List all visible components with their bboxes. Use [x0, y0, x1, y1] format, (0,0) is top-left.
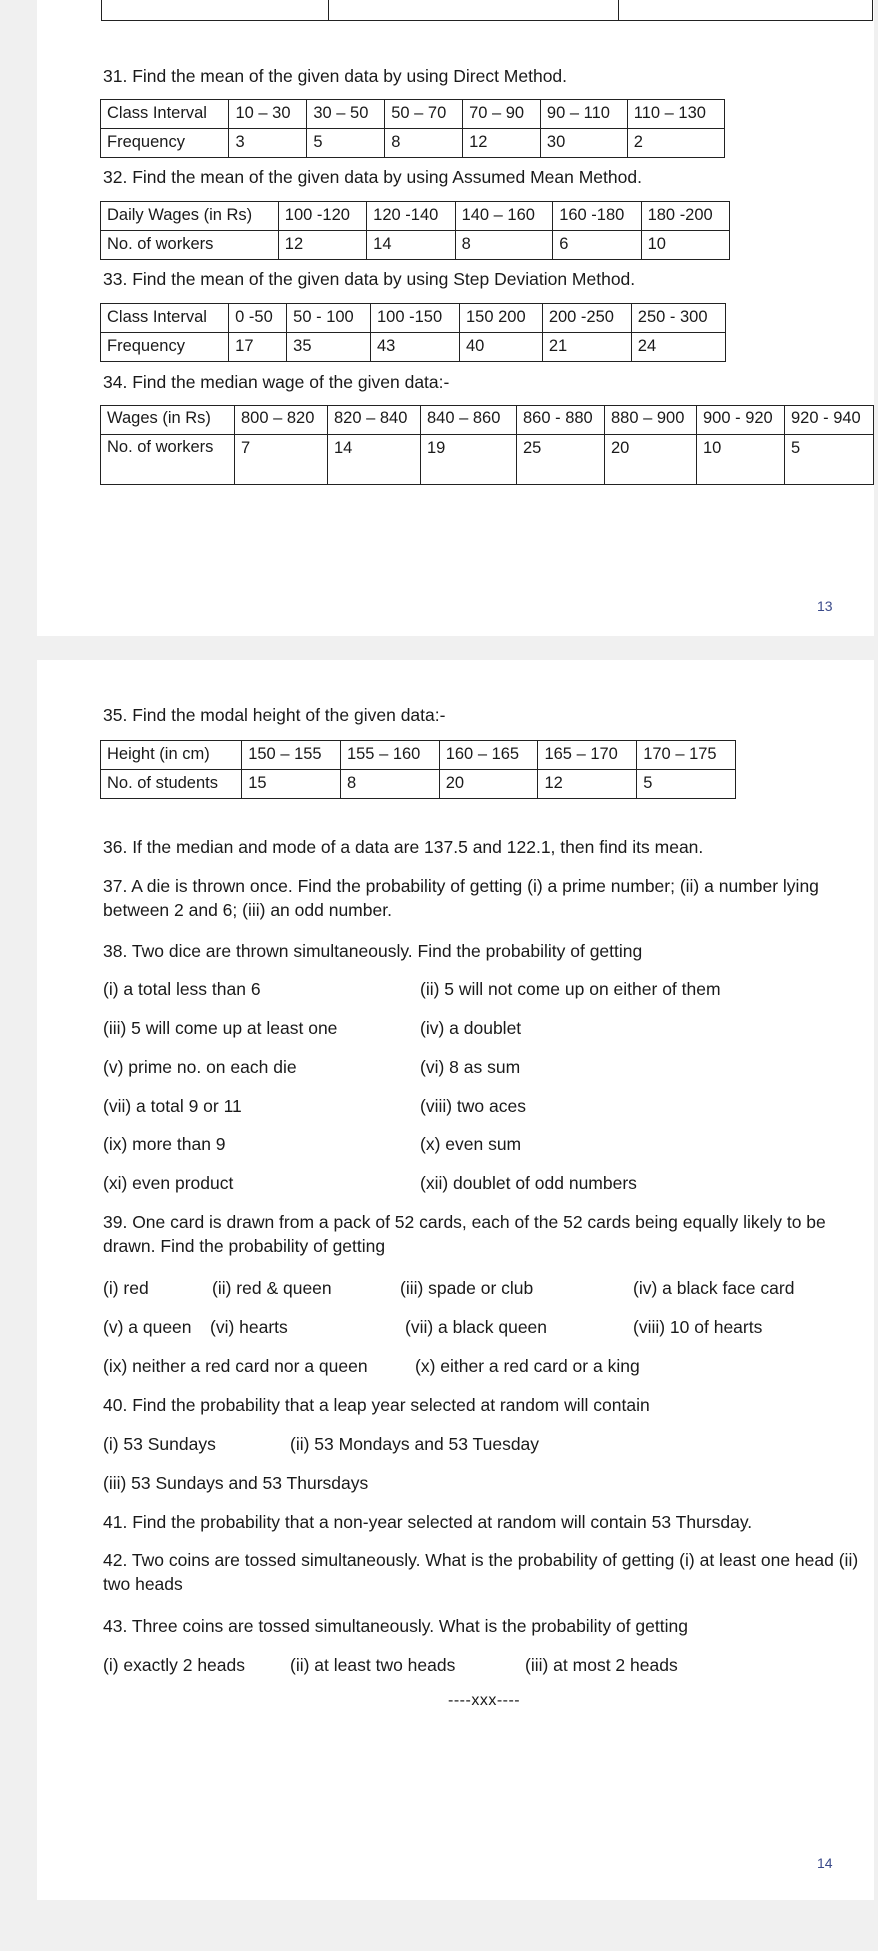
table-cell: 120 -140: [367, 202, 455, 231]
table-cell: Daily Wages (in Rs): [101, 202, 279, 231]
table-cell: 150 – 155: [242, 741, 341, 770]
table-cell: 5: [637, 770, 736, 799]
question-40: 40. Find the probability that a leap year selected at random will contain: [103, 1395, 650, 1415]
table-cell: 165 – 170: [538, 741, 637, 770]
table-cell: No. of students: [101, 770, 242, 799]
table-cell: 250 - 300: [631, 304, 725, 333]
q35-table: [100, 740, 736, 799]
q38-option: (vii) a total 9 or 11: [103, 1096, 242, 1116]
question-34: 34. Find the median wage of the given data:-: [103, 372, 450, 392]
q43-option: (iii) at most 2 heads: [525, 1655, 678, 1675]
q31-table: [100, 99, 725, 158]
q38-option: (ii) 5 will not come up on either of them: [420, 979, 721, 999]
table-cell: 155 – 160: [340, 741, 439, 770]
table-cell: Height (in cm): [101, 741, 242, 770]
q32-table: [100, 201, 730, 260]
table-cell: 8: [385, 129, 463, 158]
table-cell: 50 – 70: [385, 100, 463, 129]
question-35: 35. Find the modal height of the given data:-: [103, 705, 446, 725]
table-cell: 40: [459, 333, 542, 362]
table-cell: 10: [641, 231, 729, 260]
q40-option: (i) 53 Sundays: [103, 1434, 216, 1454]
table-cell: 200 -250: [542, 304, 631, 333]
q38-option: (ix) more than 9: [103, 1134, 226, 1154]
table-cell: 12: [538, 770, 637, 799]
table-cell: 5: [785, 435, 874, 485]
table-cell: 43: [371, 333, 460, 362]
q39-option: (vii) a black queen: [405, 1317, 548, 1337]
table-row: [101, 333, 726, 362]
table-cell: 8: [340, 770, 439, 799]
table-cell: 100 -120: [278, 202, 366, 231]
table-row: [101, 406, 874, 435]
question-36: 36. If the median and mode of a data are 137.5 and 122.1, then find its mean.: [103, 837, 704, 857]
q38-option: (vi) 8 as sum: [420, 1057, 521, 1077]
q39-option: (iv) a black face card: [633, 1278, 795, 1298]
q43-option: (ii) at least two heads: [290, 1655, 456, 1675]
q39-option: (ii) red & queen: [212, 1278, 332, 1298]
q38-option: (xii) doublet of odd numbers: [420, 1173, 637, 1193]
table-row: [101, 231, 730, 260]
q40-option: (ii) 53 Mondays and 53 Tuesday: [290, 1434, 540, 1454]
question-42: 42. Two coins are tossed simultaneously. What is the probability of getting (i) at least one head (ii) two heads: [103, 1550, 859, 1594]
table-cell: 160 – 165: [439, 741, 538, 770]
table-cell: Frequency: [101, 129, 229, 158]
table-cell: 15: [242, 770, 341, 799]
table-cell: 50 - 100: [287, 304, 371, 333]
q38-option: (iv) a doublet: [420, 1018, 522, 1038]
q39-option: (ix) neither a red card nor a queen: [103, 1356, 368, 1376]
table-cell: 14: [328, 435, 421, 485]
q34-table: [100, 405, 874, 485]
table-row: [101, 770, 736, 799]
q39-option: (viii) 10 of hearts: [633, 1317, 763, 1337]
q39-option: (vi) hearts: [210, 1317, 288, 1337]
table-cell: 35: [287, 333, 371, 362]
q38-option: (x) even sum: [420, 1134, 522, 1154]
question-39: 39. One card is drawn from a pack of 52 cards, each of the 52 cards being equally likely to be drawn. Find the probability of getting: [103, 1212, 826, 1256]
q39-option: (v) a queen: [103, 1317, 192, 1337]
q39-option: (iii) spade or club: [400, 1278, 534, 1298]
question-32: 32. Find the mean of the given data by using Assumed Mean Method.: [103, 167, 642, 187]
table-cell: 10: [697, 435, 785, 485]
table-cell: 110 – 130: [627, 100, 724, 129]
table-cell: 920 - 940: [785, 406, 874, 435]
table-cell: 5: [307, 129, 385, 158]
question-31: 31. Find the mean of the given data by using Direct Method.: [103, 66, 568, 86]
table-row: [101, 129, 725, 158]
table-cell: Wages (in Rs): [101, 406, 235, 435]
table-row: [101, 202, 730, 231]
table-cell: 70 – 90: [463, 100, 541, 129]
table-cell: Class Interval: [101, 304, 229, 333]
table-cell: 6: [553, 231, 641, 260]
q40-option: (iii) 53 Sundays and 53 Thursdays: [103, 1473, 369, 1493]
previous-table-remnant: [101, 0, 873, 21]
q38-option: (xi) even product: [103, 1173, 234, 1193]
q38-option: (v) prime no. on each die: [103, 1057, 297, 1077]
table-cell: 160 -180: [553, 202, 641, 231]
table-cell: 21: [542, 333, 631, 362]
table-cell: Frequency: [101, 333, 229, 362]
question-38: 38. Two dice are thrown simultaneously. Find the probability of getting: [103, 941, 643, 961]
table-cell: 12: [278, 231, 366, 260]
table-cell: 150 200: [459, 304, 542, 333]
table-row: [101, 435, 874, 485]
table-cell: No. of workers: [101, 231, 279, 260]
page-number: 13: [817, 598, 833, 614]
table-cell: 100 -150: [371, 304, 460, 333]
table-cell: 17: [229, 333, 287, 362]
page-number: 14: [817, 1855, 833, 1871]
table-row: [101, 741, 736, 770]
table-cell: 20: [605, 435, 697, 485]
table-cell: 170 – 175: [637, 741, 736, 770]
table-cell: 25: [517, 435, 605, 485]
table-cell: 19: [421, 435, 517, 485]
table-cell: 800 – 820: [235, 406, 328, 435]
q38-option: (i) a total less than 6: [103, 979, 261, 999]
table-cell: 880 – 900: [605, 406, 697, 435]
table-cell: 20: [439, 770, 538, 799]
table-cell: 840 – 860: [421, 406, 517, 435]
q39-option: (x) either a red card or a king: [415, 1356, 640, 1376]
table-cell: 7: [235, 435, 328, 485]
table-cell: 30: [540, 129, 627, 158]
table-cell: 140 – 160: [455, 202, 553, 231]
question-37: 37. A die is thrown once. Find the probability of getting (i) a prime number; (ii) a number lying between 2 and 6; (iii) an odd number.: [103, 876, 819, 920]
q39-option: (i) red: [103, 1278, 149, 1298]
question-43: 43. Three coins are tossed simultaneously. What is the probability of getting: [103, 1616, 688, 1636]
table-cell: 180 -200: [641, 202, 729, 231]
q38-option: (iii) 5 will come up at least one: [103, 1018, 338, 1038]
table-cell: 90 – 110: [540, 100, 627, 129]
table-cell: 900 - 920: [697, 406, 785, 435]
q38-option: (viii) two aces: [420, 1096, 526, 1116]
end-mark: ----xxx----: [448, 1692, 521, 1709]
table-cell: 10 – 30: [229, 100, 307, 129]
table-cell: 30 – 50: [307, 100, 385, 129]
table-cell: 12: [463, 129, 541, 158]
table-row: [101, 100, 725, 129]
question-41: 41. Find the probability that a non-year selected at random will contain 53 Thursday.: [103, 1512, 753, 1532]
table-cell: 2: [627, 129, 724, 158]
table-row: [101, 304, 726, 333]
q43-option: (i) exactly 2 heads: [103, 1655, 246, 1675]
q33-table: [100, 303, 726, 362]
table-cell: 860 - 880: [517, 406, 605, 435]
table-cell: Class Interval: [101, 100, 229, 129]
table-cell: 0 -50: [229, 304, 287, 333]
table-cell: 24: [631, 333, 725, 362]
table-cell: 14: [367, 231, 455, 260]
table-cell: No. of workers: [101, 435, 235, 485]
question-33: 33. Find the mean of the given data by using Step Deviation Method.: [103, 269, 636, 289]
table-cell: 3: [229, 129, 307, 158]
table-cell: 820 – 840: [328, 406, 421, 435]
table-cell: 8: [455, 231, 553, 260]
